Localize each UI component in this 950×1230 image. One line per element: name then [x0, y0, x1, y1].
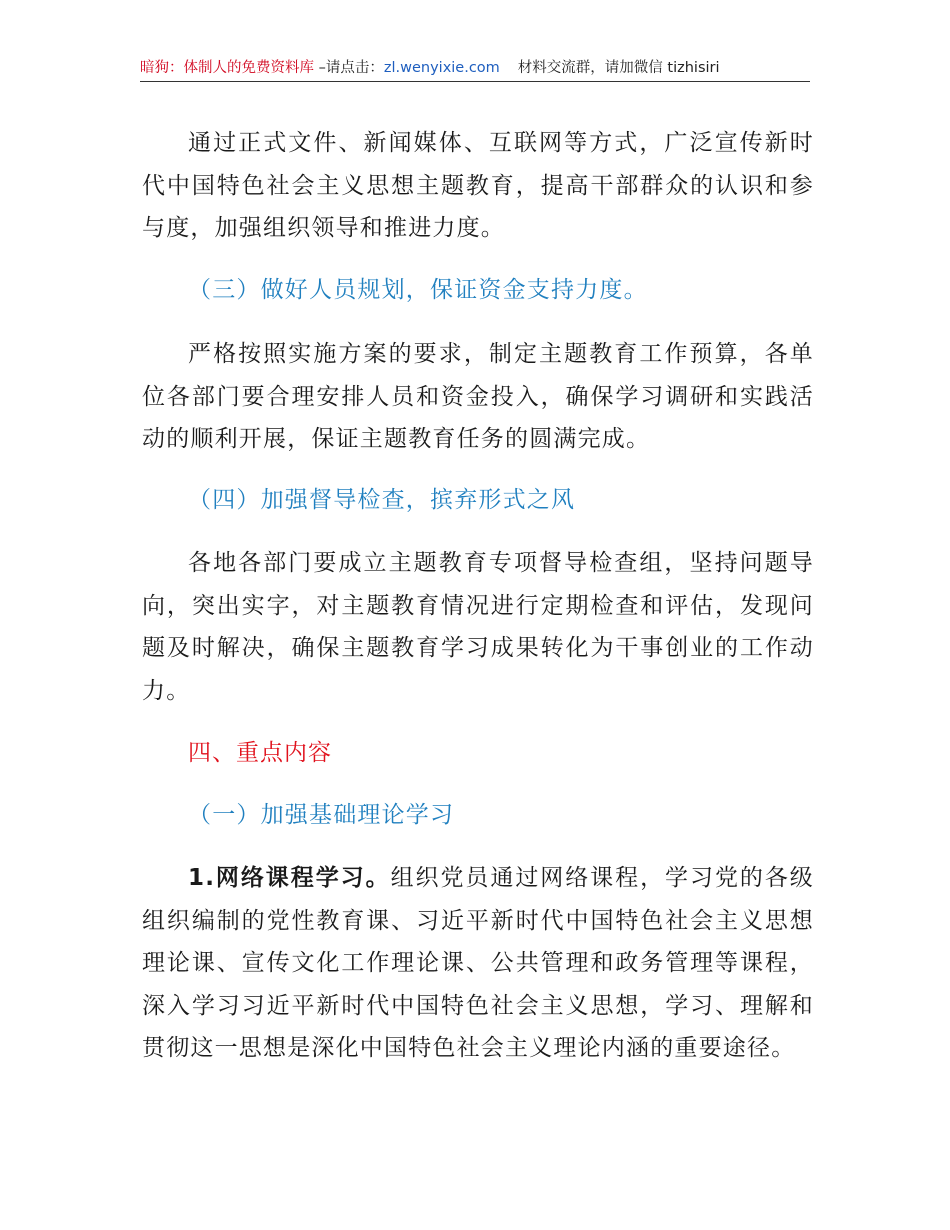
paragraph-lead-title: 1.网络课程学习。 — [188, 865, 391, 891]
paragraph-inspection: 各地各部门要成立主题教育专项督导检查组，坚持问题导向，突出实字，对主题教育情况进行定期检查和评估，发现问题及时解决，确保主题教育学习成果转化为干事创业的工作动力。 — [142, 550, 814, 704]
header-click-prompt: –请点击： — [314, 60, 384, 76]
header-divider — [140, 81, 810, 82]
subheading-four: （四）加强督导检查，摈弃形式之风 — [188, 487, 576, 513]
paragraph-body: 组织党员通过网络课程，学习党的各级组织编制的党性教育课、习近平新时代中国特色社会主义思想理论课、宣传文化工作理论课、公共管理和政务管理等课程，深入学习习近平新时代中国特色社会主义思想，学习、理解和贯彻这一思想是深化中国特色社会主义理论内涵的重要途径。 — [142, 865, 814, 1062]
section-heading-key-content: 四、重点内容 — [188, 740, 332, 766]
header-url-link[interactable]: zl.wenyixie.com — [383, 60, 500, 76]
paragraph-budget: 严格按照实施方案的要求，制定主题教育工作预算，各单位各部门要合理安排人员和资金投入，确保学习调研和实践活动的顺利开展，保证主题教育任务的圆满完成。 — [142, 341, 814, 453]
header-group-note: 材料交流群，请加微信 tizhisiri — [517, 60, 720, 76]
subheading-one: （一）加强基础理论学习 — [188, 802, 455, 828]
subheading-three: （三）做好人员规划，保证资金支持力度。 — [188, 277, 648, 303]
paragraph-publicity: 通过正式文件、新闻媒体、互联网等方式，广泛宣传新时代中国特色社会主义思想主题教育，提高干部群众的认识和参与度，加强组织领导和推进力度。 — [142, 130, 814, 242]
page-header — [140, 56, 810, 82]
header-brand: 暗狗：体制人的免费资料库 — [140, 60, 314, 76]
paragraph-online-courses — [142, 857, 814, 1070]
